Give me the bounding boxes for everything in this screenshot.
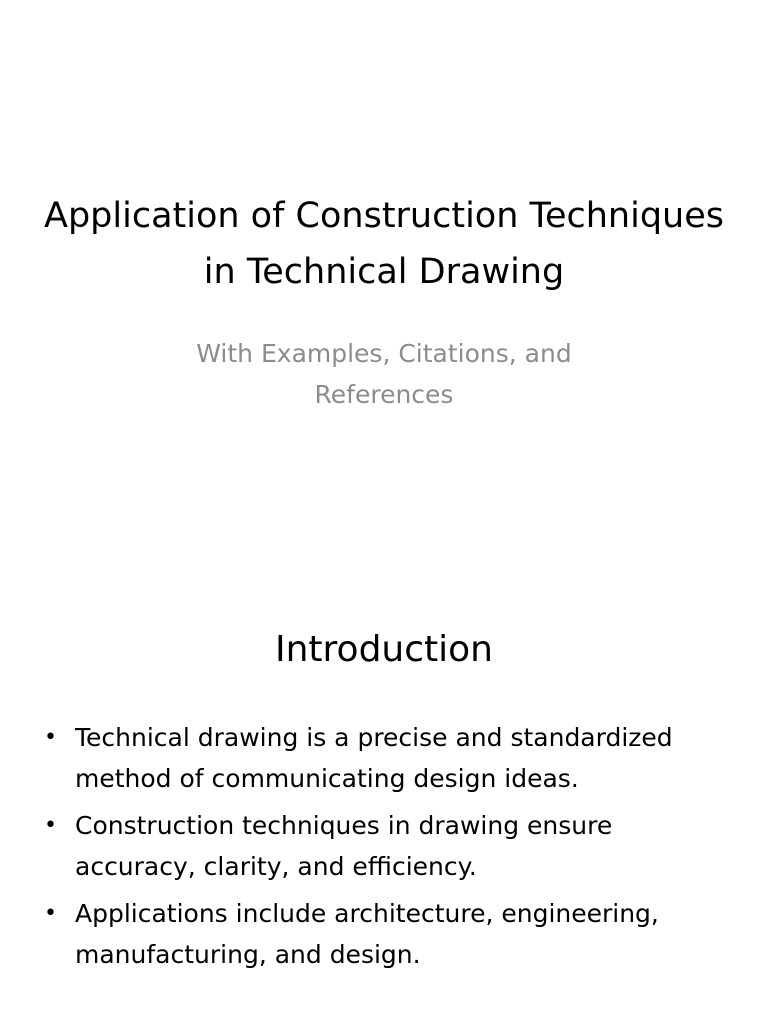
bullet-list	[44, 717, 734, 981]
slide-title: Introduction	[274, 629, 493, 670]
introduction-slide	[0, 576, 768, 1024]
bullet-icon: •	[44, 725, 57, 750]
bullet-item	[44, 805, 734, 887]
bullet-item	[44, 893, 734, 975]
bullet-text: Construction techniques in drawing ensure accuracy, clarity, and efficiency.	[75, 811, 613, 881]
bullet-icon: •	[44, 901, 57, 926]
slide-subtitle: With Examples, Citations, and References	[196, 339, 572, 409]
bullet-item	[44, 717, 734, 799]
bullet-icon: •	[44, 813, 57, 838]
bullet-text: Applications include architecture, engineering, manufacturing, and design.	[75, 899, 659, 969]
slide-title: Application of Construction Techniques in Technical Drawing	[44, 196, 724, 292]
bullet-text: Technical drawing is a precise and standardized method of communicating design ideas.	[75, 723, 673, 793]
